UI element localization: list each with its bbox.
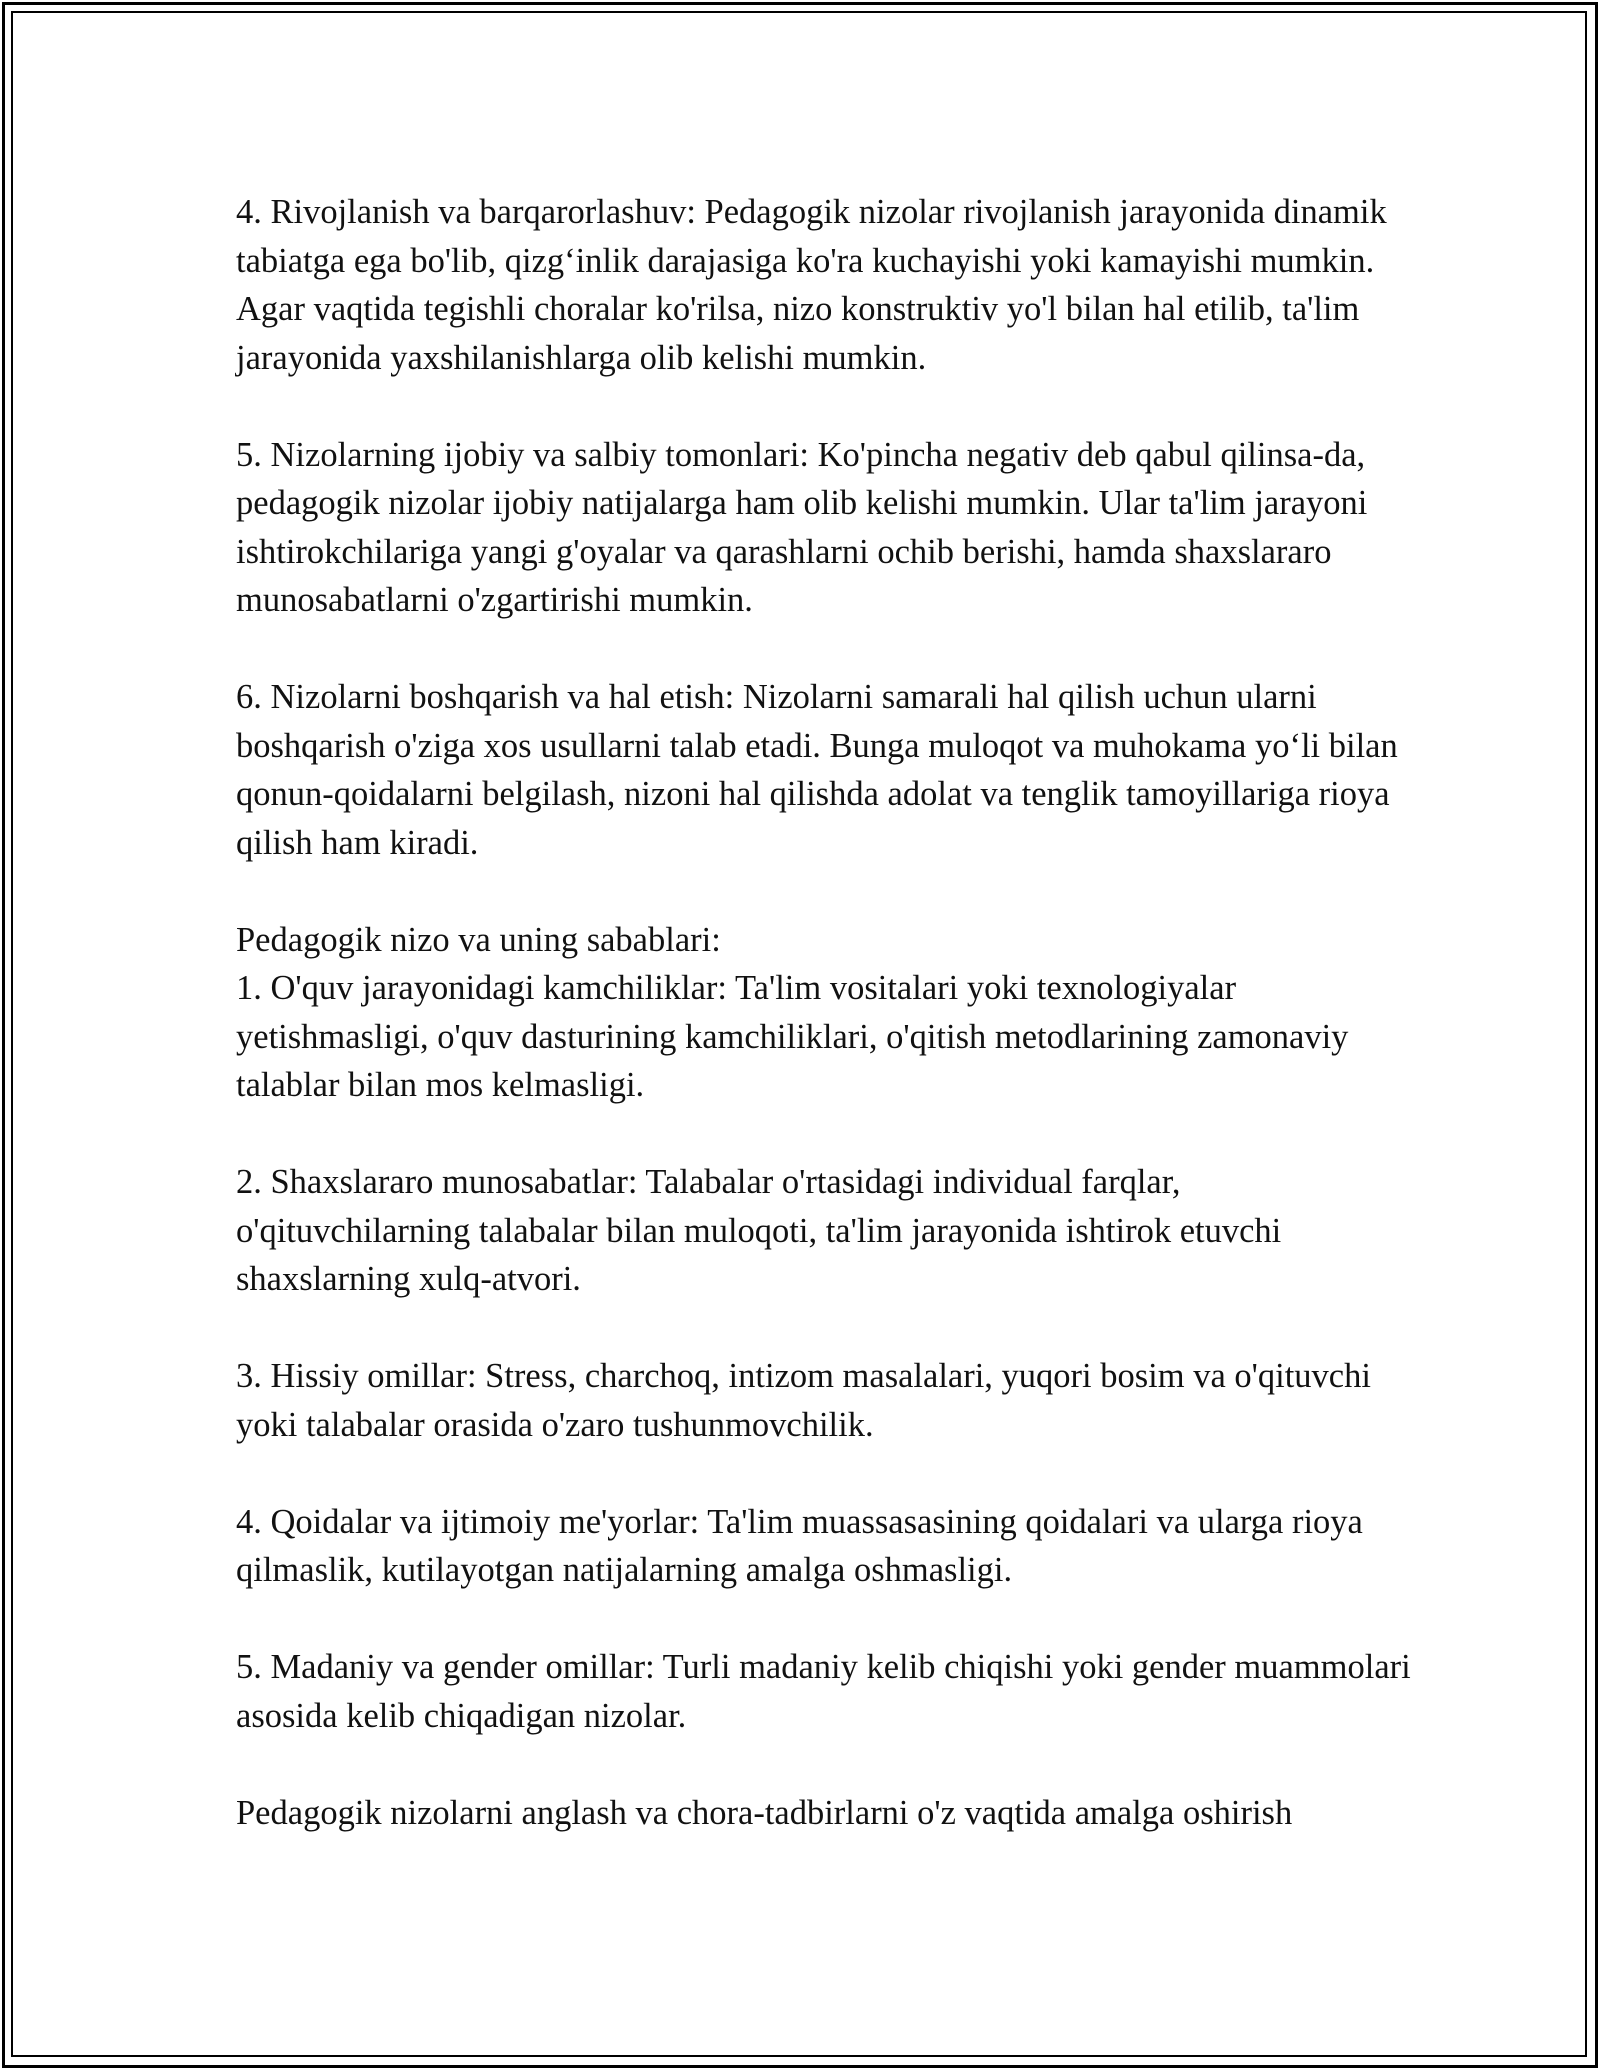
paragraph-positive-negative-sides: 5. Nizolarning ijobiy va salbiy tomonlari: Ko'pincha negativ deb qabul qilinsa-da, pedagogik nizolar ijobiy natijalarga ham olib kelishi mumkin. Ular ta'lim jarayoni ishtirokchilariga yangi g'oyalar va qarashlarni ochib berishi, hamda shaxslararo munosabatlarni o'zgartirishi mumkin. xyxy=(236,435,1368,619)
paragraph-cultural-gender-factors: 5. Madaniy va gender omillar: Turli madaniy kelib chiqishi yoki gender muammolari asosida kelib chiqadigan nizolar. xyxy=(236,1648,1411,1735)
paragraph-conclusion-start: Pedagogik nizolarni anglash va chora-tadbirlarni o'z vaqtida amalga oshirish xyxy=(236,1793,1293,1832)
section-heading-causes: Pedagogik nizo va uning sabablari: xyxy=(236,920,721,959)
paragraph-emotional-factors: 3. Hissiy omillar: Stress, charchoq, intizom masalalari, yuqori bosim va o'qituvchi yoki talabalar orasida o'zaro tushunmovchilik. xyxy=(236,1357,1371,1444)
paragraph-development-stabilization: 4. Rivojlanish va barqarorlashuv: Pedagogik nizolar rivojlanish jarayonida dinamik tabiatga ega bo'lib, qizg‘inlik darajasiga ko'ra kuchayishi yoki kamayishi mumkin. Agar vaqtida tegishli choralar ko'rilsa, nizo konstruktiv yo'l bilan hal etilib, ta'lim jarayonida yaxshilanishlarga olib kelishi mumkin. xyxy=(236,193,1387,377)
paragraph-learning-process-shortcomings: 1. O'quv jarayonidagi kamchiliklar: Ta'lim vositalari yoki texnologiyalar yetishmasligi, o'quv dasturining kamchiliklari, o'qitish metodlarining zamonaviy talablar bilan mos kelmasligi. xyxy=(236,969,1349,1104)
paragraph-rules-social-norms: 4. Qoidalar va ijtimoiy me'yorlar: Ta'lim muassasasining qoidalari va ularga rioya qilmaslik, kutilayotgan natijalarning amalga oshmasligi. xyxy=(236,1502,1363,1589)
document-body xyxy=(236,188,1416,1837)
paragraph-conflict-management: 6. Nizolarni boshqarish va hal etish: Nizolarni samarali hal qilish uchun ularni boshqarish o'ziga xos usullarni talab etadi. Bunga muloqot va muhokama yo‘li bilan qonun-qoidalarni belgilash, nizoni hal qilishda adolat va tenglik tamoyillariga rioya qilish ham kiradi. xyxy=(236,678,1398,862)
paragraph-interpersonal-relations: 2. Shaxslararo munosabatlar: Talabalar o'rtasidagi individual farqlar, o'qituvchilarning talabalar bilan muloqoti, ta'lim jarayonida ishtirok etuvchi shaxslarning xulq-atvori. xyxy=(236,1163,1282,1298)
